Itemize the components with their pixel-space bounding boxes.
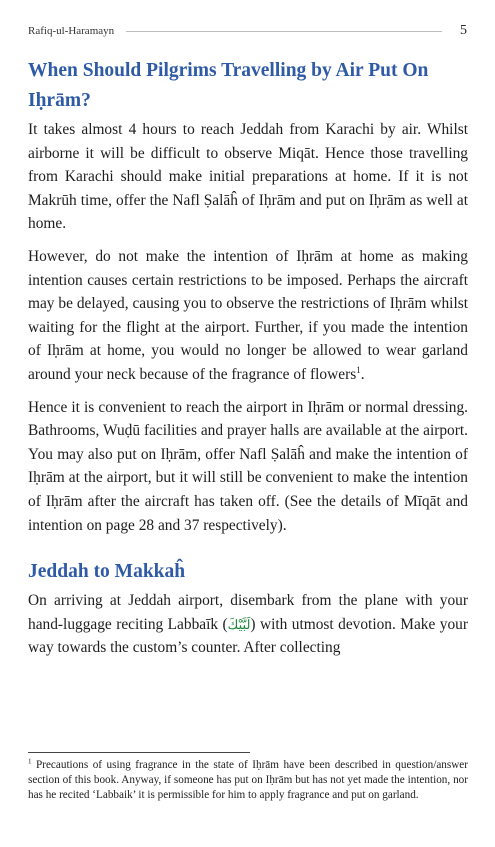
paragraph-4 — [28, 589, 468, 660]
arabic-labbaik: لَبَّيْكَ — [227, 616, 251, 632]
footnote-reference[interactable]: 1 — [356, 364, 361, 375]
page-header — [28, 22, 467, 40]
running-title: Rafiq-ul-Haramayn — [28, 25, 115, 37]
paragraph-1: It takes almost 4 hours to reach Jeddah from Karachi by air. Whilst airborne it will be difficult to observe Miqāt. Hence those travelling from Karachi should make initial preparations at home. If it is not Makrūh time, offer the Nafl Ṣalāĥ of Iḥrām and put on Iḥrām as well at home. — [28, 121, 468, 233]
footnote-marker: 1 — [28, 757, 32, 766]
section-heading-air-travel: When Should Pilgrims Travelling by Air Put On Iḥrām? — [28, 60, 429, 111]
page-number: 5 — [460, 23, 467, 38]
paragraph-4-text-start: On arriving at Jeddah airport, disembark from the plane with your hand-luggage reciting Labbaīk ( — [28, 592, 468, 633]
paragraph-2-text: However, do not make the intention of Iḥrām at home as making intention causes certain restrictions to be imposed. Perhaps the aircraft may be delayed, causing you to observe the restrictions of Iḥrām whilst waiting for the flight at the airport. Further, if you made the intention of Iḥrām at home, you would no longer be allowed to wear garland around your neck because of the fragrance of flowers — [28, 247, 468, 383]
footnote-divider — [28, 752, 250, 753]
paragraph-2 — [28, 245, 468, 387]
section-heading-jeddah-to-makkah: Jeddah to Makkaĥ — [28, 561, 186, 583]
footnote — [28, 758, 468, 803]
page-body — [28, 56, 468, 669]
paragraph-4-text-end: ) with utmost devotion. Make your way towards the custom’s counter. After collecting — [28, 615, 468, 657]
paragraph-3: Hence it is convenient to reach the airport in Iḥrām or normal dressing. Bathrooms, Wuḍū facilities and prayer halls are available at the airport. You may also put on Iḥrām, offer Nafl Ṣalāĥ and make the intention of Iḥrām at the airport, but it will still be convenient to make the intention of Iḥrām after the aircraft has taken off. (See the details of Mīqāt and intention on page 28 and 37 respectively). — [28, 398, 468, 534]
header-rule — [126, 31, 442, 32]
paragraph-2-end: . — [360, 365, 365, 383]
footnote-text: Precautions of using fragrance in the state of Iḥrām have been described in question/answer section of this book. Anyway, if someone has put on Iḥrām but has not yet made the intention, nor has he recited ‘Labbaik’ it is permissible for him to apply fragrance and put on garland. — [28, 759, 468, 801]
